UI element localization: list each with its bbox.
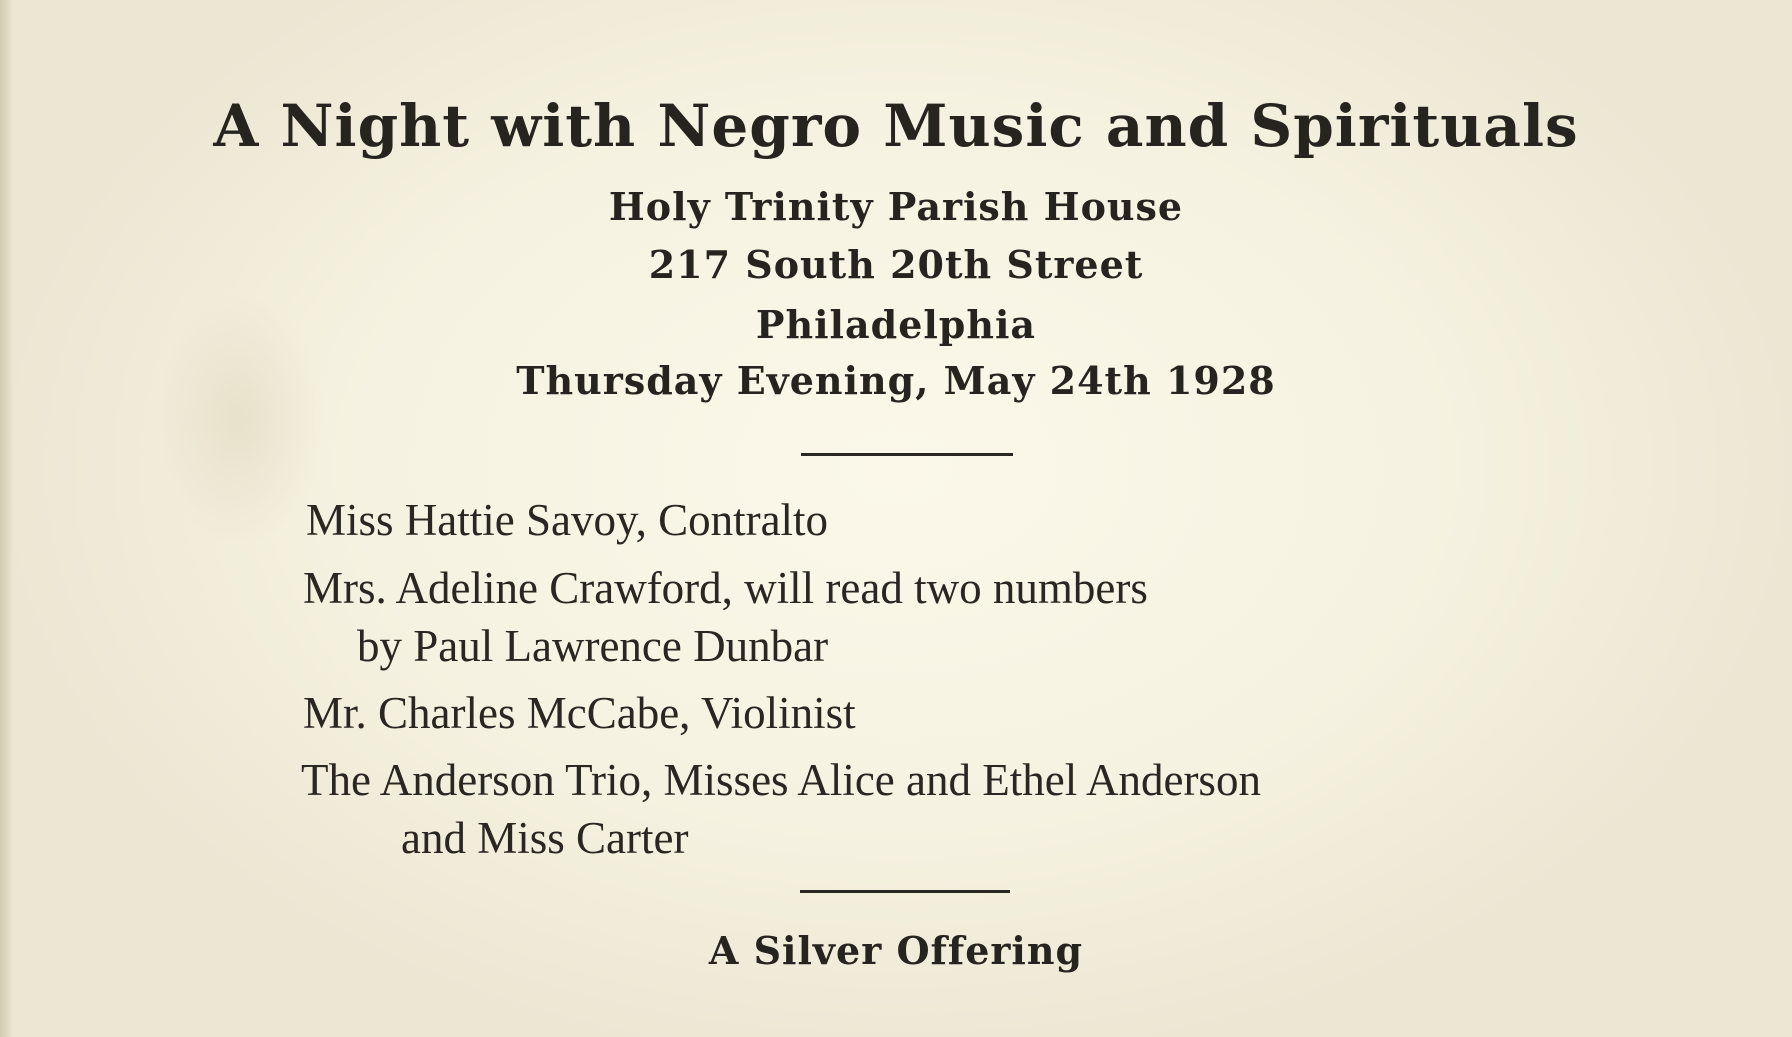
event-title: A Night with Negro Music and Spirituals <box>213 92 1579 160</box>
offering-note: A Silver Offering <box>708 928 1084 973</box>
venue-name: Holy Trinity Parish House <box>608 184 1184 229</box>
venue-address: 217 South 20th Street <box>648 242 1144 287</box>
program-item: The Anderson Trio, Misses Alice and Ethel Anderson <box>301 755 1261 805</box>
divider-top <box>801 453 1013 456</box>
event-date: Thursday Evening, May 24th 1928 <box>516 358 1276 403</box>
venue-city: Philadelphia <box>755 302 1037 347</box>
program-item: Miss Hattie Savoy, Contralto <box>306 495 829 545</box>
program-item-continuation: and Miss Carter <box>401 813 689 863</box>
program-item: Mrs. Adeline Crawford, will read two numbers <box>303 563 1148 613</box>
divider-bottom <box>800 890 1010 893</box>
program-item: Mr. Charles McCabe, Violinist <box>303 688 856 738</box>
program-item-continuation: by Paul Lawrence Dunbar <box>357 621 829 671</box>
